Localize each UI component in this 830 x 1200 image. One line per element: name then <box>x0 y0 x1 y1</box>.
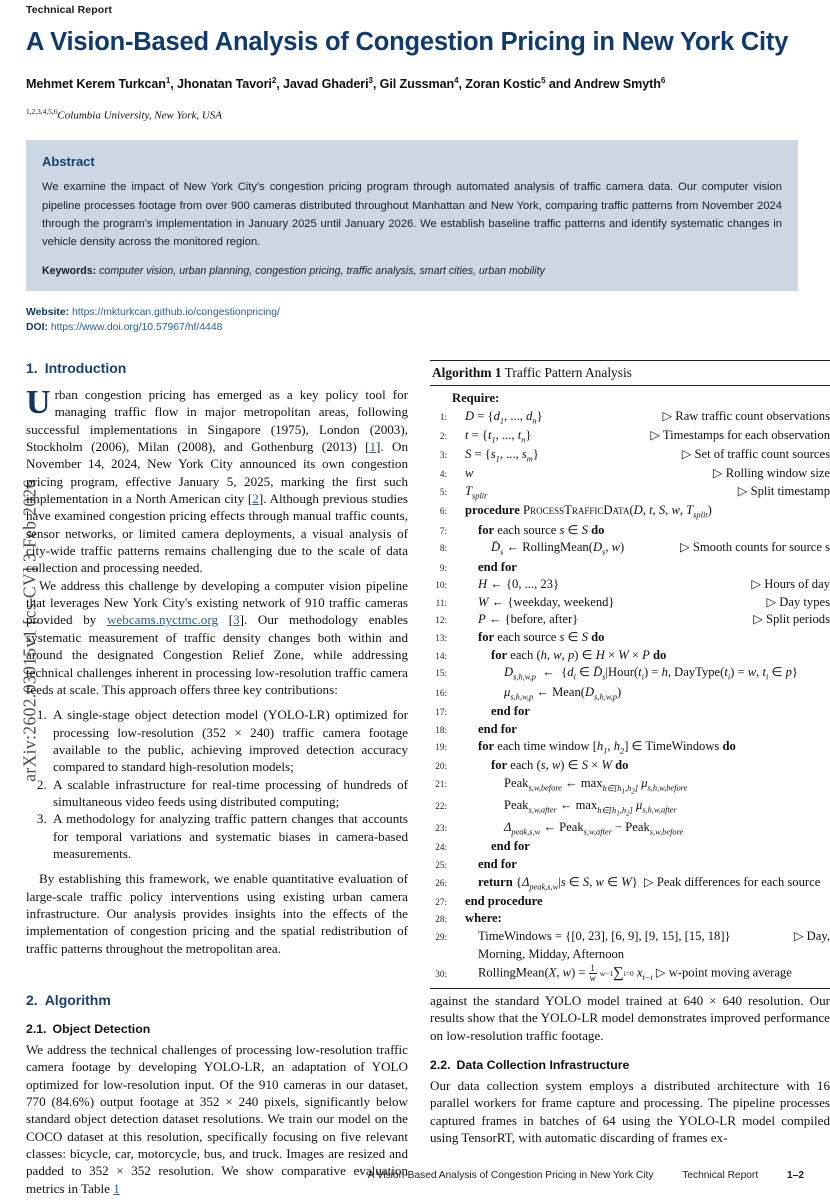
intro-paragraph-2 <box>26 577 408 698</box>
algorithm-statement: w <box>465 466 474 481</box>
algorithm-line-code: $\Delta_{peak,s,w}$ ← Peak$_{s,w,after}$ − Peak$_{s,w,before}$ <box>504 820 684 837</box>
algorithm-line <box>430 611 830 629</box>
algorithm-line-number: 10: <box>435 580 447 591</box>
links-block <box>26 305 830 335</box>
bottom-left-column <box>26 992 408 1197</box>
algorithm-label: Algorithm 1 <box>432 365 502 380</box>
od-text-a: We address the technical challenges of processing low-resolution traffic camera footage by developing YOLO-LR, an adaptation of YOLO optimized for low-resolution input. Of the 910 cameras in our dataset, 770 (84.6%) output footage at 352 × 240 pixels, significantly below standard object detection dataset resolutions. We train our model on the COCO dataset at this resolution, specifically focusing on five relevant classes: bicycle, car, motorcycle, bus, and truck. Images are resized and padded to 352 × 352 resolution. We show comparative evaluation metrics in Table <box>26 1042 408 1196</box>
subsection-title: Data Collection Infrastructure <box>456 1058 630 1073</box>
algorithm-line-number: 18: <box>435 724 447 735</box>
intro-paragraph-3: By establishing this framework, we enable quantitative evaluation of large-scale traffic policy interventions using existing urban camera infrastructure. Our analysis provides insights into the effects of the implementation of congestion pricing and the spatial redistribution of traffic patterns throughout the metropolitan area. <box>26 871 408 956</box>
algorithm-statement: H ← {0, ..., 23} <box>478 577 560 592</box>
algorithm-line <box>430 963 830 984</box>
algorithm-line <box>430 703 830 721</box>
affiliation <box>26 107 830 122</box>
subsection-heading-object-detection <box>26 1022 408 1036</box>
algorithm-line-number: 28: <box>435 914 447 925</box>
algorithm-line-code: for each source s ∈ S do <box>478 522 605 537</box>
algorithm-line-code <box>452 483 830 502</box>
algorithm-line <box>430 721 830 739</box>
algorithm-line <box>430 664 830 683</box>
list-item: 1. A single-stage object detection model (YOLO-LR) optimized for processing low-resolution (352 × 240) traffic camera footage available to the public, achieving improved detection accuracy compared to standard high-resolution models; <box>50 706 408 775</box>
algorithm-comment: ▷ Raw traffic count observations <box>662 408 830 423</box>
algorithm-line <box>430 539 830 558</box>
algorithm-line-code: $D_{s,h,w,p}$ ← {$d_i$ ∈ $D̄_s|Hour(t_i) = h$, $DayType(t_i) = w$, $t_i$ ∈ p} <box>504 665 798 682</box>
algorithm-line <box>430 629 830 647</box>
algorithm-line <box>430 893 830 911</box>
algorithm-line <box>430 910 830 928</box>
algorithm-comment: ▷ Timestamps for each observation <box>650 427 830 442</box>
algorithm-comment: ▷ Smooth counts for source s <box>680 540 830 555</box>
section-number: 1. <box>26 360 38 376</box>
algorithm-line <box>430 738 830 757</box>
website-line <box>26 305 830 320</box>
algorithm-require-line <box>430 390 830 408</box>
algorithm-line-code <box>452 465 830 483</box>
subsection-heading-data-collection <box>430 1058 830 1072</box>
list-item: 2. A scalable infrastructure for real-time processing of hundreds of simultaneous video feeds using distributed computing; <box>50 776 408 811</box>
algorithm-line-code <box>452 408 830 427</box>
intro-p2-part-b: [3]. Our methodology enables systematic measurement of traffic density changes both within and around the designated Congestion Relief Zone, while addressing technical challenges inherent in processing low-resolution traffic camera feeds at scale. This approach offers three key contributions: <box>26 612 409 697</box>
algorithm-comment: ▷ Split periods <box>753 612 830 627</box>
algorithm-statement: $T_{split}$ <box>465 484 487 501</box>
footer-title: A Vision-Based Analysis of Congestion Pricing in New York City <box>367 1170 654 1181</box>
algorithm-line <box>430 797 830 819</box>
doi-label: DOI: <box>26 322 48 334</box>
citation-ref[interactable]: 2 <box>252 491 259 507</box>
algorithm-line-number: 26: <box>435 877 447 888</box>
keywords-label: Keywords: <box>42 264 97 277</box>
left-column <box>26 360 408 957</box>
object-detection-paragraph-cont: against the standard YOLO model trained at 640 × 640 resolution. Our results show that the YOLO-LR model demonstrates improved performance on low-resolution traffic footage. <box>430 993 830 1043</box>
algorithm-comment: ▷ Day types <box>766 594 830 609</box>
algorithm-line-code <box>452 539 830 558</box>
algorithm-line-code <box>452 427 830 446</box>
algorithm-name: Traffic Pattern Analysis <box>504 365 632 380</box>
algorithm-line-number: 15: <box>435 668 447 679</box>
algorithm-line-number: 11: <box>435 597 447 608</box>
algorithm-line <box>430 647 830 665</box>
algorithm-line-code: procedure ProcessTrafficData(D, t, S, w, $T_{split}$) <box>465 503 712 520</box>
paper-header-block <box>26 0 830 335</box>
algorithm-line-code: return {$\Delta_{peak,s,w}|s$ ∈ S, w ∈ W} ▷ Peak differences for each source <box>478 874 821 892</box>
intro-paragraph-1-text: rban congestion pricing has emerged as a key policy tool for managing traffic flow in major metropolitan areas, following successful implementations in Singapore (1975), London (2003), Stockholm (2006), Milan (2008), and Gothenburg (2013) [1]. On November 14, 2024, New York City announced its own congestion pricing program, effective January 5, 2025, marking the first such implementation in a North American city [2]. Although previous studies have examined congestion pricing effects through manual traffic counts, sensor networks, or limited camera deployments, a visual analysis of city-wide traffic patterns remains challenging due to the scale of data collection and processing needed. <box>26 387 408 576</box>
abstract-box <box>26 140 798 291</box>
algorithm-caption <box>430 361 830 386</box>
algorithm-line-number: 22: <box>435 801 447 812</box>
algorithm-comment: ▷ Split timestamp <box>737 484 830 499</box>
algorithm-line-number: 25: <box>435 859 447 870</box>
algorithm-line <box>430 559 830 577</box>
citation-ref[interactable]: 1 <box>369 439 376 455</box>
algorithm-line-number: 23: <box>435 823 447 833</box>
subsection-title: Object Detection <box>52 1022 151 1036</box>
intro-p2-part-a: We address this challenge by developing a computer vision pipeline that leverages New York City's existing network of 910 traffic cameras provided by <box>26 577 408 628</box>
algorithm-line <box>430 775 830 797</box>
algorithm-line-code: RollingMean(X, w) = $\frac{1}{w}$ w−1 ∑ i=0 $x_{t-i}$ ▷ w-point moving average <box>478 962 792 984</box>
algorithm-line-number: 29: <box>435 932 447 943</box>
algorithm-line-number: 17: <box>435 706 447 717</box>
section-title: Algorithm <box>44 992 111 1008</box>
algorithm-line-number: 5: <box>439 487 447 498</box>
algorithm-line <box>430 446 830 465</box>
algorithm-line <box>430 427 830 446</box>
algorithm-comment: ▷ Rolling window size <box>712 466 830 481</box>
footer-doc-type: Technical Report <box>682 1170 759 1181</box>
algorithm-line-number: 4: <box>439 469 447 480</box>
algorithm-lines <box>430 386 830 988</box>
data-collection-paragraph: Our data collection system employs a distributed architecture with 16 parallel workers for frame capture and processing. The pipeline processes captured frames in batches of 64 using the YOLO-LR model compiled using TensorRT, with automatic discarding of frames ex- <box>430 1078 830 1146</box>
doi-line <box>26 320 830 335</box>
section-number: 2. <box>26 992 38 1008</box>
algorithm-line-number: 24: <box>435 842 447 853</box>
algorithm-line-code: Peak$_{s,w,after}$ ← $\max_{h\in[h_1,h_2]} \mu_{s,h,w,after}$ <box>504 798 677 818</box>
list-item: 3. A methodology for analyzing traffic pattern changes that accounts for temporal variations and systematic biases in camera-based measurements. <box>50 810 408 862</box>
keywords-values: computer vision, urban planning, congestion pricing, traffic analysis, smart cities, urban mobility <box>99 264 545 277</box>
algorithm-line-number: 21: <box>435 779 447 790</box>
algorithm-line <box>430 576 830 594</box>
footer-page-range: 1–2 <box>787 1170 804 1181</box>
algorithm-line-host <box>430 408 830 985</box>
algorithm-line-number: 12: <box>435 615 447 626</box>
page-footer <box>0 1170 830 1181</box>
algorithm-statement: W ← {weekday, weekend} <box>478 594 615 609</box>
algorithm-line-number: 6: <box>439 506 447 517</box>
algorithm-statement: $D = \{d_1$, ..., $d_n$} <box>465 408 543 426</box>
arxiv-identifier-stamp: arXiv:2602.03015v1 [cs.CV] 3 Feb 2026 <box>19 479 40 782</box>
subsection-number: 2.2. <box>430 1058 451 1073</box>
algorithm-statement: P ← {before, after} <box>478 612 579 627</box>
algorithm-line <box>430 522 830 540</box>
algorithm-line-number: 13: <box>435 633 447 644</box>
algorithm-line-code: end procedure <box>465 893 543 908</box>
algorithm-line-code: Peak$_{s,w,before}$ ← $\max_{h\in[h_1,h_2]} \mu_{s,h,w,before}$ <box>504 776 688 796</box>
algorithm-line-code <box>452 446 830 465</box>
algorithm-line-number: 16: <box>435 687 447 698</box>
algorithm-line-number: 2: <box>439 430 447 441</box>
contributions-list <box>26 706 408 862</box>
algorithm-line <box>430 838 830 856</box>
algorithm-statement: $S = \{s_1$, ..., $s_m$} <box>465 447 539 464</box>
affiliation-text: Columbia University, New York, USA <box>57 109 223 122</box>
running-head: Technical Report <box>26 4 113 16</box>
algorithm-line <box>430 684 830 703</box>
page-title: A Vision-Based Analysis of Congestion Pricing in New York City <box>26 28 789 56</box>
algorithm-line-number: 9: <box>439 562 447 573</box>
algorithm-line <box>430 502 830 521</box>
algorithm-line-number: 3: <box>439 450 447 461</box>
algorithm-line-code: for each source s ∈ S do <box>478 630 605 645</box>
algorithm-line-code <box>452 611 830 629</box>
algorithm-line-code: for each (s, w) ∈ S × W do <box>491 758 629 773</box>
subsection-number: 2.1. <box>26 1022 47 1036</box>
algorithm-line-code: for each (h, w, p) ∈ H × W × P do <box>491 647 667 662</box>
algorithm-statement: $t = \{t_1$, ..., $t_n$} <box>465 427 532 445</box>
algorithm-line <box>430 594 830 612</box>
algorithm-line-code: end for <box>478 856 517 871</box>
webcams-link[interactable]: webcams.nyctmc.org <box>107 612 219 628</box>
bottom-right-column <box>430 992 830 1146</box>
algorithm-line-code: $\mu_{s,h,w,p}$ ← $Mean(D_{s,h,w,p})$ <box>504 684 622 702</box>
algorithm-line <box>430 874 830 893</box>
algorithm-line <box>430 465 830 483</box>
algorithm-line-number: 20: <box>435 761 447 772</box>
drop-cap: U <box>26 384 51 421</box>
algorithm-comment: ▷ Hours of day <box>751 577 830 592</box>
section-heading-algorithm <box>26 992 408 1008</box>
table-1-reference[interactable]: 1 <box>113 1180 120 1196</box>
author-list: Mehmet Kerem Turkcan$^1$, Jhonatan Tavori$^2$, Javad Ghaderi$^3$, Gil Zussman$^4$, Zoran Kostic$^5$ and Andrew Smyth$^6$ <box>26 75 666 91</box>
right-column <box>430 360 830 989</box>
algorithm-line-number: 30: <box>435 968 447 979</box>
algorithm-line-code <box>452 576 830 594</box>
algorithm-line <box>430 856 830 874</box>
algorithm-line-code <box>452 594 830 612</box>
algorithm-line-number: 1: <box>439 411 447 422</box>
algorithm-line-code: for each time window [$h_1$, $h_2$] ∈ TimeWindows do <box>478 739 736 756</box>
section-title: Introduction <box>44 360 127 376</box>
intro-paragraph-1 <box>26 386 408 577</box>
algorithm-line <box>430 819 830 838</box>
algorithm-line <box>430 408 830 427</box>
algorithm-comment: ▷ Set of traffic count sources <box>681 447 830 462</box>
keywords-line <box>42 265 782 277</box>
affiliation-marks: 1,2,3,4,5,6 <box>26 106 58 116</box>
abstract-heading: Abstract <box>42 154 95 170</box>
website-link[interactable]: https://mkturkcan.github.io/congestionpricing/ <box>72 306 280 318</box>
algorithm-line-code: end for <box>478 721 517 736</box>
algorithm-line-number: 8: <box>439 543 447 554</box>
website-label: Website: <box>26 306 70 318</box>
abstract-text: We examine the impact of New York City's congestion pricing program through automated analysis of traffic camera data. Our computer vision pipeline processes footage from over 900 cameras distributed throughout Manhattan and New York, comparing traffic patterns from November 2024 through the program's implementation in January 2025 until January 2026. We establish baseline traffic patterns and identify systematic changes in vehicle density across the monitored region. <box>42 181 782 248</box>
algorithm-line <box>430 757 830 775</box>
algorithm-line-code: end for <box>478 559 517 574</box>
doi-link[interactable]: https://www.doi.org/10.57967/hf/4448 <box>50 322 223 334</box>
algorithm-line-number: 27: <box>435 896 447 907</box>
algorithm-line-code: end for <box>491 703 530 718</box>
algorithm-line-number: 7: <box>439 525 447 536</box>
algorithm-line-code: end for <box>491 839 530 854</box>
algorithm-require-label: Require: <box>452 391 500 405</box>
algorithm-line-code: where: <box>465 911 502 926</box>
citation-ref[interactable]: 3 <box>233 612 240 628</box>
algorithm-line <box>430 928 830 963</box>
section-heading-introduction <box>26 360 408 376</box>
algorithm-box <box>430 360 830 989</box>
algorithm-statement: $D̄_s$ ← $RollingMean(D_s$, w) <box>491 540 625 557</box>
algorithm-line-number: 14: <box>435 650 447 661</box>
algorithm-line <box>430 483 830 502</box>
algorithm-line-code: TimeWindows = {[0, 23], [6, 9], [9, 15], [15, 18]} ▷ Day, Morning, Midday, Afternoon <box>478 929 830 961</box>
algorithm-line-number: 19: <box>435 742 447 753</box>
